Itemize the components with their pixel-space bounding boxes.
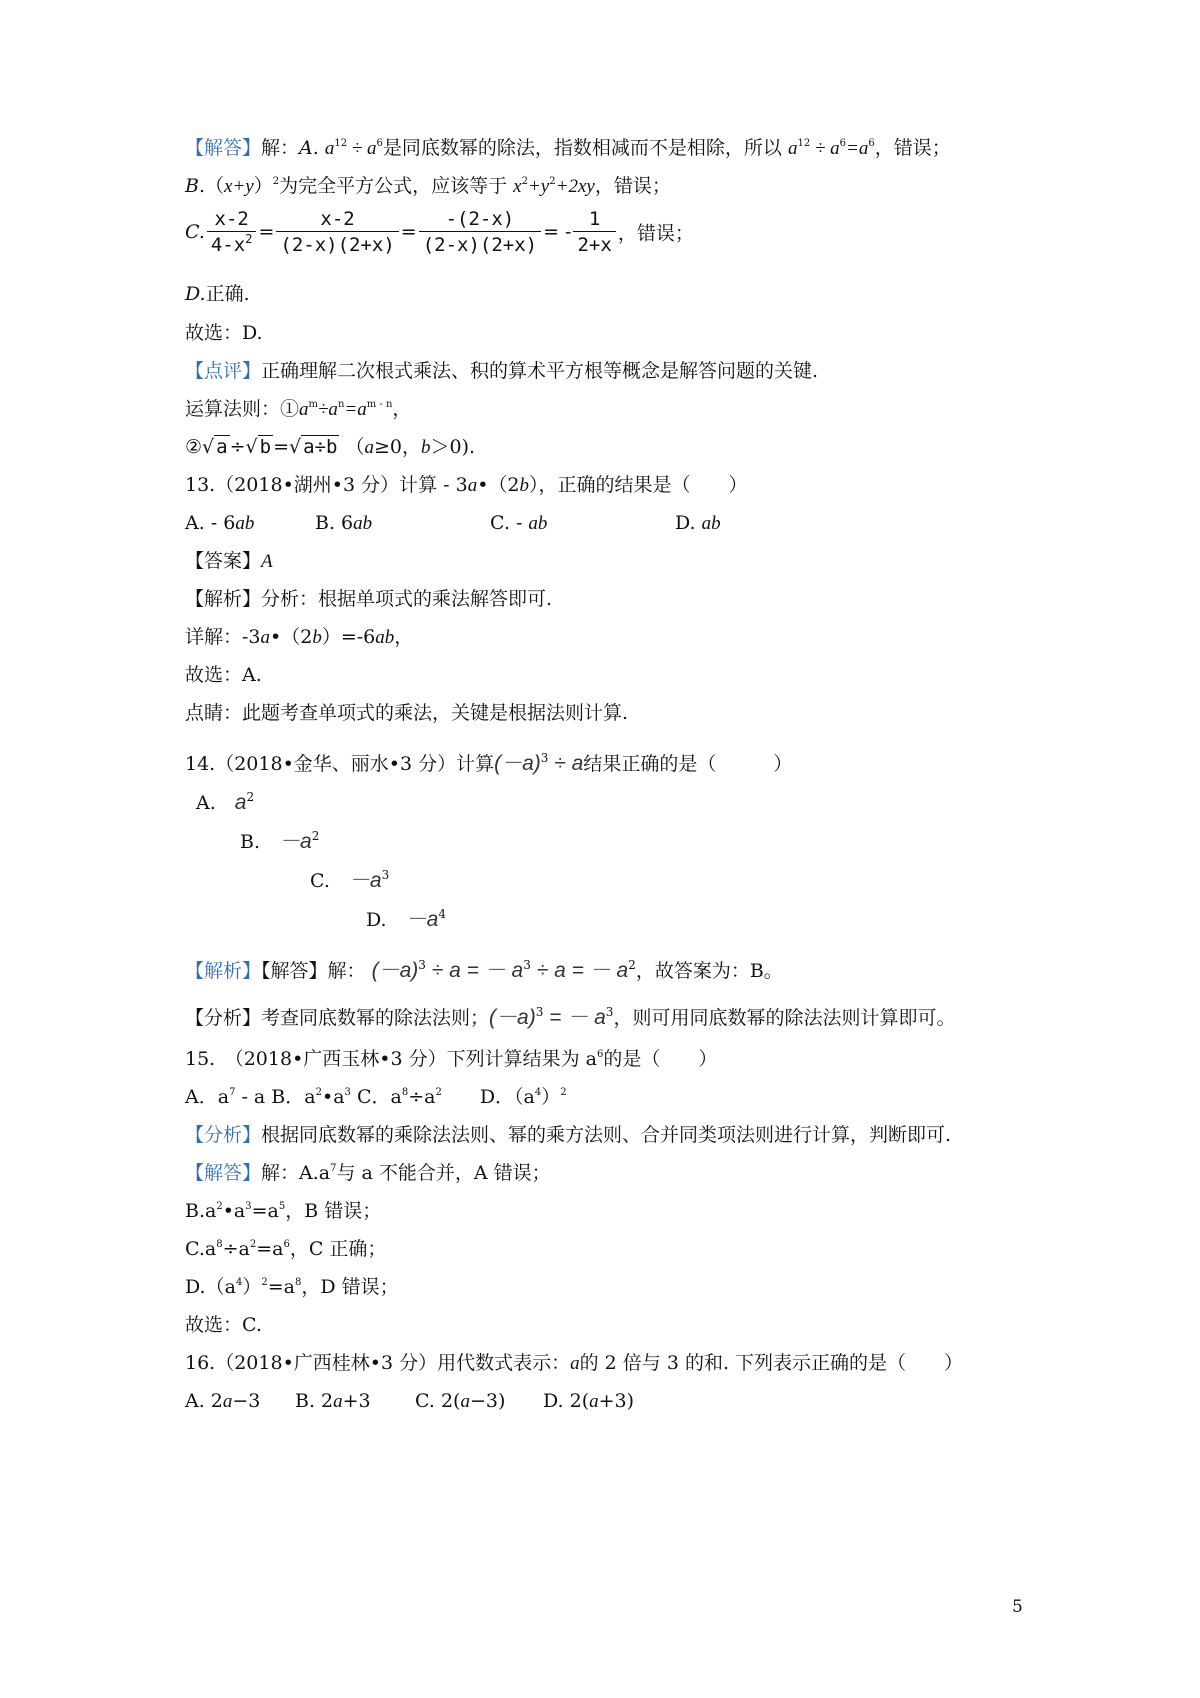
fraction-1: $\frac{x-2}{4-x^2}$ <box>207 208 257 256</box>
answer-line-3: C. $\frac{x-2}{4-x^2}$ = $\frac{x-2}{(2-x)(2+x)}$ = $\frac{-(2-x)}{(2-x)(2+x)}$ = - $\frac{1}{2+x}$ ，错误； <box>185 208 694 256</box>
fraction-2: $\frac{x-2}{(2-x)(2+x)}$ <box>276 208 398 256</box>
analysis-13: 【解析】分析：根据单项式的乘法解答即可. <box>185 588 553 610</box>
answer-15-c: $C.a^8\div a^2=a^6$，C 正确； <box>185 1238 387 1260</box>
rule-line-1: 运算法则：$①a^m\div a^n=a^{m - n}$， <box>185 398 412 420</box>
fraction-4: $\frac{1}{2+x}$ <box>573 208 615 256</box>
question-13: 13.（2018•湖州•3 分）计算 - 3a•（2b），正确的结果是（ ） <box>185 474 748 496</box>
question-15: 15. （2018•广西玉林•3 分）下列计算结果为 $a^6$的是（ ） <box>185 1048 718 1070</box>
page-number: 5 <box>1012 1597 1023 1617</box>
question-13-options: A. - 6ab B. 6ab C. - ab D. ab <box>185 512 721 534</box>
answer-choice-line: 故选：D. <box>185 322 263 344</box>
option-14-b: B. $-a^2$ <box>240 829 320 853</box>
answer-15-d: $D.(a^4)^2=a^8$，D 错误； <box>185 1276 399 1298</box>
fraction-3: $\frac{-(2-x)}{(2-x)(2+x)}$ <box>419 208 541 256</box>
choice-15: 故选：C. <box>185 1314 262 1336</box>
answer-line-1: 【解答】解：A. $a^{12} \div a^6$是同底数幂的除法，指数相减而不是相除，所以 $a^{12} \div a^6=a^6$，错误； <box>185 137 951 159</box>
answer-15-b: $B.a^2•a^3=a^5$，B 错误； <box>185 1200 382 1222</box>
question-14: 14.（2018•金华、丽水•3 分）计算$(-a)^3 \div a$结果正确的是（ ） <box>185 751 793 775</box>
explain-14: 【分析】考查同底数幂的除法法则；$(-a)^3$ = － $a^3$，则可用同底数幂的除法法则计算即可。 <box>185 1005 956 1029</box>
comment-line: 【点评】正确理解二次根式乘法、积的算术平方根等概念是解答问题的关键. <box>185 360 819 382</box>
option-14-d: D. $-a^4$ <box>366 907 446 931</box>
question-16: 16.（2018•广西桂林•3 分）用代数式表示：a的 2 倍与 3 的和. 下列表示正确的是（ ） <box>185 1352 964 1374</box>
rule-line-2: ②√ a ÷√ b =√ a÷b （a≥0，b＞0). <box>185 436 476 458</box>
answer-line-2: $B.(x+y)^2$为完全平方公式，应该等于 $x^2+y^2+2xy$，错误； <box>185 175 671 197</box>
analysis-14: 【解析】【解答】解： $(-a)^3 \div a$ = － $a^3 \div a$ = － $a^2$，故答案为：B。 <box>185 958 783 982</box>
option-14-c: C. $-a^3$ <box>310 868 390 892</box>
option-14-a: A. $a^2$ <box>196 790 255 814</box>
choice-13: 故选：A. <box>185 664 262 686</box>
answer-line-4: D.正确. <box>185 283 250 305</box>
question-16-options: A. 2a−3 B. 2a+3 C. 2(a−3) D. 2(a+3) <box>185 1390 635 1412</box>
question-15-options: A．$a^7$ - a B．$a^2•a^3$ C．$a^8\div a^2$ D．$(a^4)^2$ <box>185 1086 567 1108</box>
answer-13: 【答案】A <box>185 550 273 572</box>
explain-15: 【分析】根据同底数幂的乘除法法则、幂的乘方法则、合并同类项法则进行计算，判断即可. <box>185 1124 952 1146</box>
note-13: 点睛：此题考查单项式的乘法，关键是根据法则计算. <box>185 702 629 724</box>
detail-13: 详解：-3a•（2b）=-6ab， <box>185 626 414 648</box>
answer-15-a: 【解答】解：$A.a^7$与 a 不能合并，A 错误； <box>185 1162 551 1184</box>
